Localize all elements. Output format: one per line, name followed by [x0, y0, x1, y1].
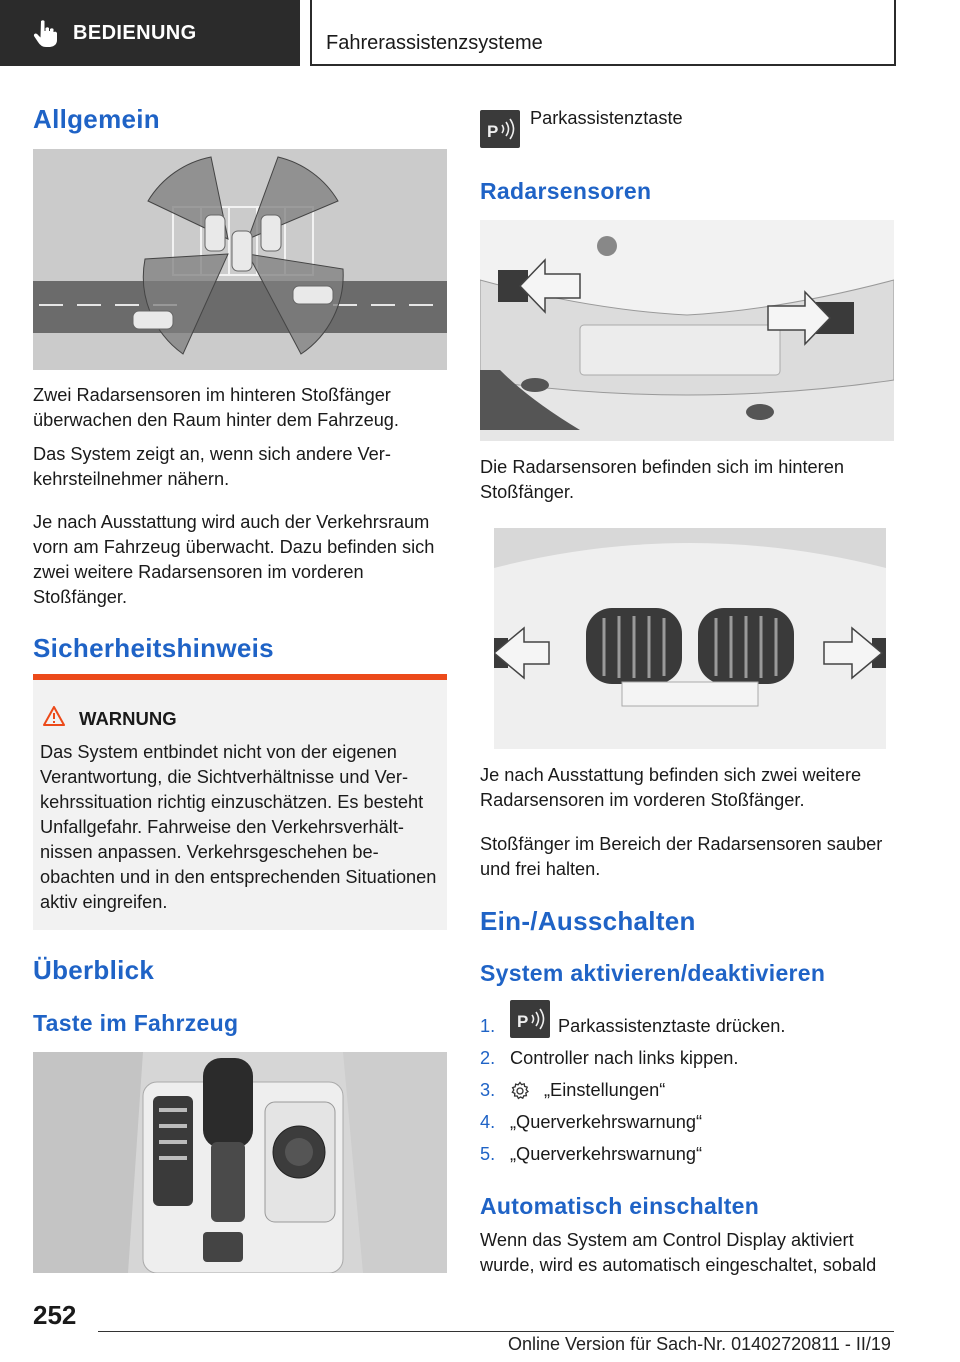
warning-triangle-icon — [43, 706, 65, 726]
step-5 — [480, 1142, 702, 1167]
front-bumper-photo — [494, 528, 886, 749]
warning-title: WARNUNG — [79, 708, 177, 729]
warning-text: Das System entbindet nicht von der eigenen Verantwortung, die Sichtverhältnisse und Verkehrssituation richtig einzuschätzen. Es besteht Unfallgefahr. Fahrweise den Verkehrsverhältnissen anpassen. Verkehrsgeschehen beobachten und in den entsprechenden Situationen aktiv eingreifen. — [40, 742, 437, 912]
heading-taste-im-fahrzeug: Taste im Fahrzeug — [33, 1010, 239, 1036]
paragraph-1: Zwei Radarsensoren im hinteren Stoßfänger überwachen den Raum hinter dem Fahrzeug. — [33, 385, 399, 430]
rear-sensor-text: Die Radarsensoren befinden sich im hinteren Stoßfänger. — [480, 457, 844, 502]
step-2 — [480, 1046, 738, 1071]
step-number: 3. — [480, 1080, 496, 1100]
heading-ein-ausschalten: Ein-/Ausschalten — [480, 906, 696, 936]
step-number: 4. — [480, 1112, 496, 1132]
hand-pointer-icon — [33, 19, 57, 47]
heading-ueberblick: Überblick — [33, 955, 155, 985]
section-tab[interactable] — [0, 0, 300, 66]
svg-text:P: P — [517, 1012, 529, 1031]
heading-sicherheitshinweis: Sicherheitshinweis — [33, 633, 274, 663]
svg-text:P: P — [487, 122, 499, 141]
front-sensor-text: Je nach Ausstattung befinden sich zwei weitere Radarsensoren im vorderen Stoßfänger. — [480, 765, 862, 810]
step-number: 2. — [480, 1048, 496, 1068]
step-text: „Querverkehrswarnung“ — [510, 1144, 703, 1164]
park-assist-button-icon — [510, 1000, 550, 1038]
paragraph-3: Je nach Ausstattung wird auch der Verkehrsraum vorn am Fahrzeug überwacht. Dazu befinden sich zwei weitere Radarsensoren im vorderen Stoßfänger. — [33, 512, 435, 607]
gear-icon — [510, 1081, 530, 1101]
step-number: 1. — [480, 1016, 496, 1036]
heading-system-aktivieren: System aktivieren/deaktivieren — [480, 960, 826, 986]
center-console-photo — [33, 1052, 447, 1273]
step-1 — [480, 1014, 785, 1039]
chapter-tab[interactable] — [310, 0, 896, 66]
button-caption: Parkassistenztaste — [530, 108, 683, 128]
chapter-label: Fahrerassistenzsysteme — [326, 32, 543, 54]
heading-allgemein: Allgemein — [33, 104, 160, 134]
heading-automatisch-einschalten: Automatisch einschalten — [480, 1193, 760, 1219]
page-number: 252 — [33, 1300, 77, 1330]
rear-bumper-photo — [480, 220, 894, 441]
step-number: 5. — [480, 1144, 496, 1164]
radar-coverage-illustration — [33, 149, 447, 370]
step-text: „Einstellungen“ — [544, 1080, 666, 1100]
section-label: BEDIENUNG — [73, 21, 197, 44]
cleaning-text: Stoßfänger im Bereich der Radarsensoren sauber und frei halten. — [480, 834, 883, 879]
paragraph-2: Das System zeigt an, wenn sich andere Verkehrsteilnehmer nähern. — [33, 444, 391, 489]
footer-version: Online Version für Sach-Nr. 01402720811 - II/19 — [508, 1334, 891, 1354]
warning-box — [33, 674, 447, 930]
auto-text: Wenn das System am Control Display aktiviert wurde, wird es automatisch eingeschaltet, sobald — [480, 1230, 877, 1275]
step-text: „Querverkehrswarnung“ — [510, 1112, 703, 1132]
heading-radarsensoren: Radarsensoren — [480, 178, 652, 204]
step-3 — [480, 1078, 665, 1103]
footer-divider — [98, 1331, 894, 1332]
park-assist-button-icon — [480, 110, 520, 148]
step-text: Parkassistenztaste drücken. — [558, 1016, 786, 1036]
step-4 — [480, 1110, 702, 1135]
step-text: Controller nach links kippen. — [510, 1048, 739, 1068]
